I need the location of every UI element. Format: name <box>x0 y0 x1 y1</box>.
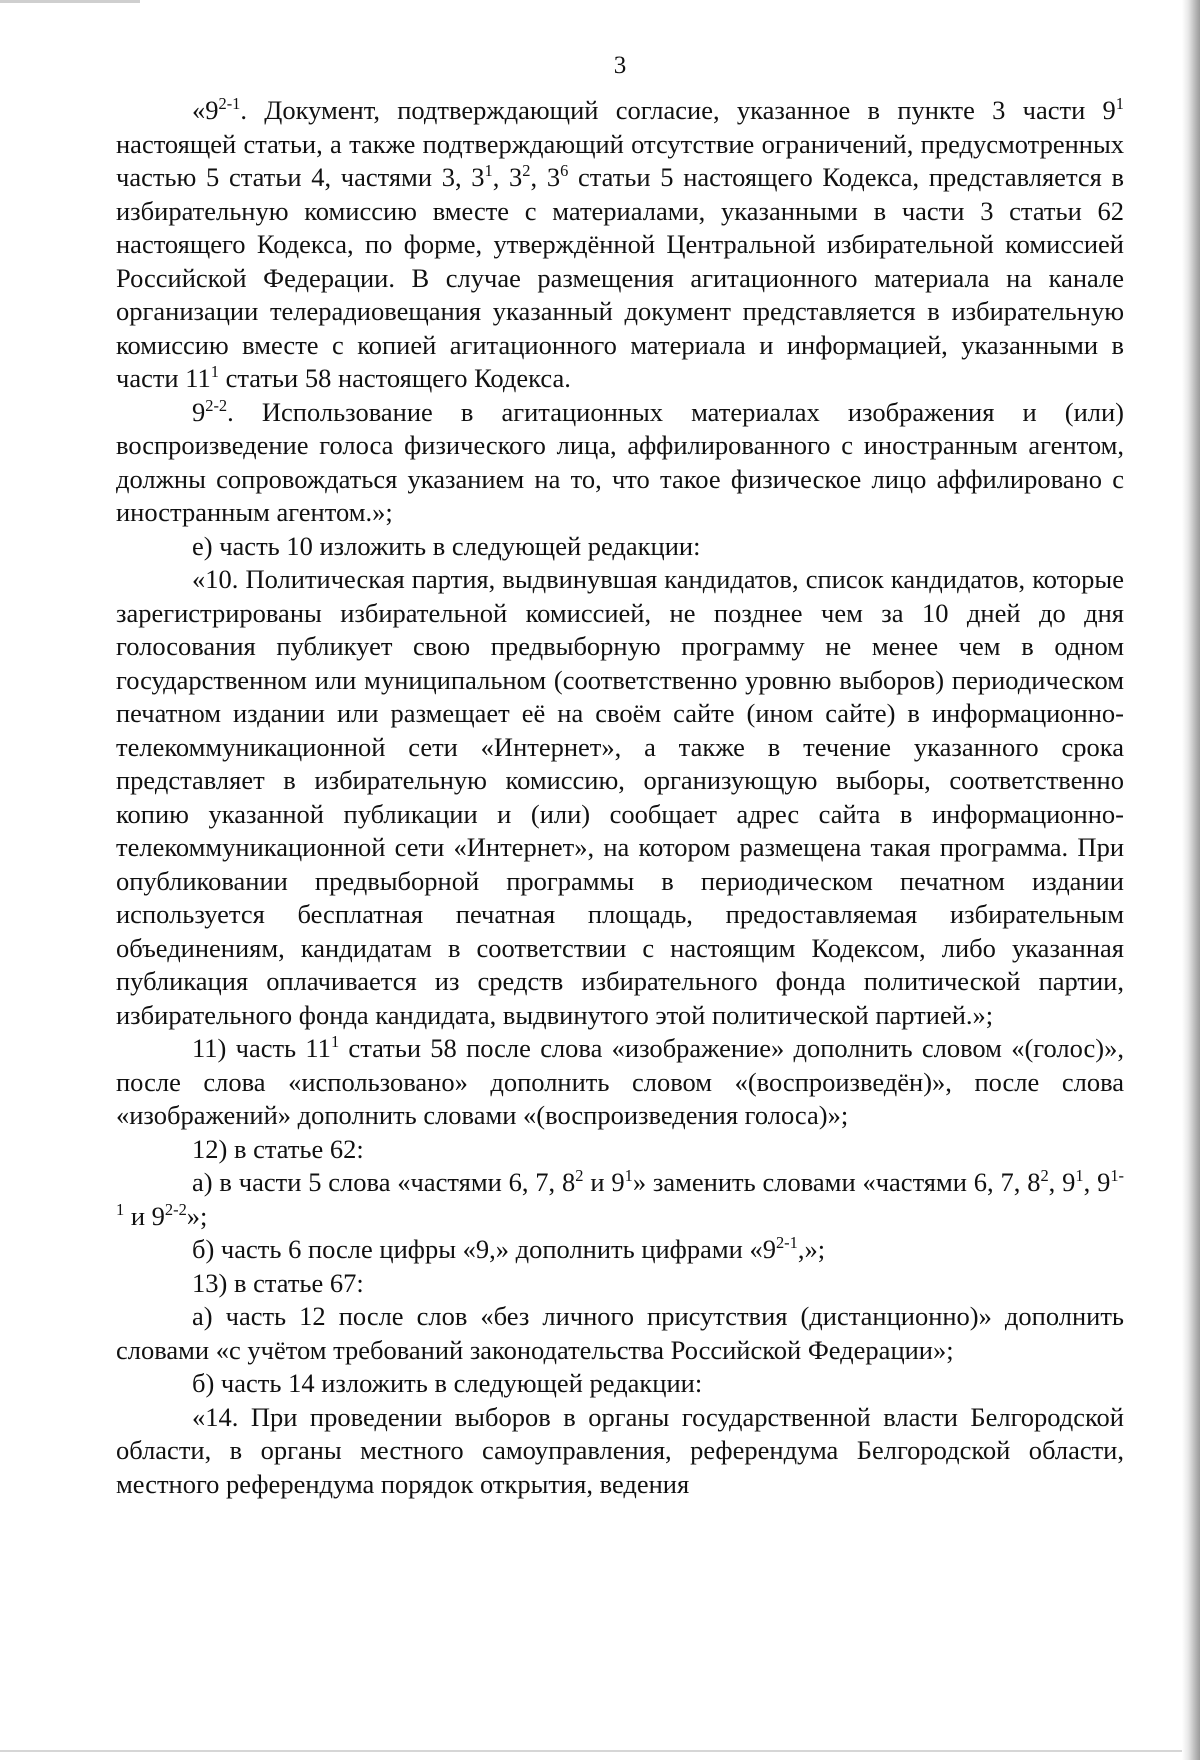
text-run: «14. При проведении выборов в органы государственной власти Белгородской области, в органы местного самоуправления, референдума Белгородской области, местного референдума порядок открытия, ведения <box>116 1401 1124 1499</box>
superscript-index: 1-1 <box>116 1165 1125 1219</box>
text-run: 11) часть 11 <box>192 1033 331 1063</box>
page-number: 3 <box>613 52 627 79</box>
text-run: . Документ, подтверждающий согласие, указанное в пункте 3 части 9 <box>240 95 1116 125</box>
superscript-index: 1 <box>210 361 219 381</box>
text-run: » заменить словами «частями 6, 7, 8 <box>632 1167 1041 1197</box>
text-run: и 9 <box>124 1200 165 1231</box>
paragraph-item-12 <box>116 1133 1124 1167</box>
paragraph-item-13a <box>116 1300 1124 1367</box>
paragraph-item-11 <box>116 1032 1124 1133</box>
text-run: »; <box>186 1200 208 1231</box>
superscript-index: 2-2 <box>205 395 228 415</box>
text-run: «9 <box>192 95 219 125</box>
scan-artifact-bottom <box>0 1750 1182 1752</box>
superscript-index: 1 <box>1075 1165 1084 1185</box>
text-run: 9 <box>192 396 206 427</box>
superscript-index: 2-2 <box>164 1199 187 1219</box>
text-run: 13) в статье 67: <box>192 1267 364 1298</box>
text-run: а) в части 5 слова «частями 6, 7, 8 <box>192 1167 576 1197</box>
scan-artifact-top <box>0 0 140 3</box>
text-run: и 9 <box>583 1167 625 1197</box>
text-run: статьи 5 настоящего Кодекса, представляется в избирательную комиссию вместе с материалами, указанными в части 3 статьи 62 настоящего Кодекса, по форме, утверждённой Центральной избирательной комиссией Российской Федерации. В случае размещения агитационного материала на канале организации телерадиовещания указанный документ представляется в избирательную комиссию вместе с копией агитационного материала и информацией, указанными в части 11 <box>116 162 1124 393</box>
superscript-index: 2 <box>575 1165 584 1185</box>
superscript-index: 2-1 <box>218 93 241 113</box>
paragraph-9-2-1 <box>116 94 1124 396</box>
paragraph-item-12b <box>116 1233 1124 1267</box>
text-run: , 9 <box>1048 1167 1076 1197</box>
text-run: статьи 58 после слова «изображение» дополнить словом «(голос)», после слова «использовано» дополнить словом «(воспроизведён)», после слова «изображений» дополнить словами «(воспроизведения голоса)»; <box>116 1033 1124 1130</box>
paragraph-item-13b <box>116 1367 1124 1401</box>
text-run: , 3 <box>492 162 523 192</box>
text-run: , 9 <box>1083 1167 1111 1197</box>
paragraph-part-10 <box>116 563 1124 1032</box>
superscript-index: 2-1 <box>775 1232 798 1252</box>
text-run: ,»; <box>797 1234 826 1264</box>
paragraph-part-14 <box>116 1401 1124 1502</box>
superscript-index: 1 <box>330 1031 340 1051</box>
superscript-index: 2 <box>522 160 531 180</box>
paragraph-item-e <box>116 530 1124 564</box>
text-run: «10. Политическая партия, выдвинувшая кандидатов, список кандидатов, которые зарегистрированы избирательной комиссией, не позднее чем за 10 дней до дня голосования публикует свою предвыборную программу не менее чем в одном государственном или муниципальном (соответственно уровню выборов) периодическом печатном издании или размещает её на своём сайте (ином сайте) в информационно-телекоммуникационной сети «Интернет», а также в течение указанного срока представляет в избирательную комиссию, организующую выборы, соответственно копию указанной публикации и (или) сообщает адрес сайта в информационно-телекоммуникационной сети «Интернет», на котором размещена такая программа. При опубликовании предвыборной программы в периодическом печатном издании используется бесплатная печатная площадь, предоставляемая избирательным объединениям, кандидатам в соответствии с настоящим Кодексом, либо указанная публикация оплачивается из средств избирательного фонда политической партии, избирательного фонда кандидата, выдвинутого этой политической партией.»; <box>116 564 1124 1030</box>
document-body <box>116 94 1124 1501</box>
text-run: , 3 <box>530 162 561 192</box>
text-run: . Использование в агитационных материалах изображения и (или) воспроизведение голоса физического лица, аффилированного с иностранным агентом, должны сопровождаться указанием на то, что такое физическое лицо аффилировано с иностранным агентом.»; <box>116 396 1124 527</box>
paragraph-item-13 <box>116 1267 1124 1301</box>
text-run: е) часть 10 изложить в следующей редакции: <box>192 530 701 561</box>
text-run: б) часть 14 изложить в следующей редакции: <box>192 1368 703 1398</box>
superscript-index: 6 <box>560 160 569 180</box>
scan-artifact-edge <box>1182 0 1200 1760</box>
superscript-index: 1 <box>624 1165 633 1185</box>
paragraph-item-12a <box>116 1166 1124 1233</box>
text-run: б) часть 6 после цифры «9,» дополнить цифрами «9 <box>192 1234 776 1264</box>
text-run: 12) в статье 62: <box>192 1133 364 1164</box>
text-run: статьи 58 настоящего Кодекса. <box>218 363 571 393</box>
text-run: а) часть 12 после слов «без личного присутствия (дистанционно)» дополнить словами «с учётом требований законодательства Российской Федерации»; <box>116 1301 1124 1365</box>
superscript-index: 1 <box>1115 93 1124 113</box>
superscript-index: 1 <box>484 160 493 180</box>
superscript-index: 2 <box>1040 1165 1049 1185</box>
paragraph-9-2-2 <box>116 396 1124 530</box>
text-run: настоящей статьи, а также подтверждающий отсутствие ограничений, предусмотренных частью 5 статьи 4, частями 3, 3 <box>116 128 1124 192</box>
